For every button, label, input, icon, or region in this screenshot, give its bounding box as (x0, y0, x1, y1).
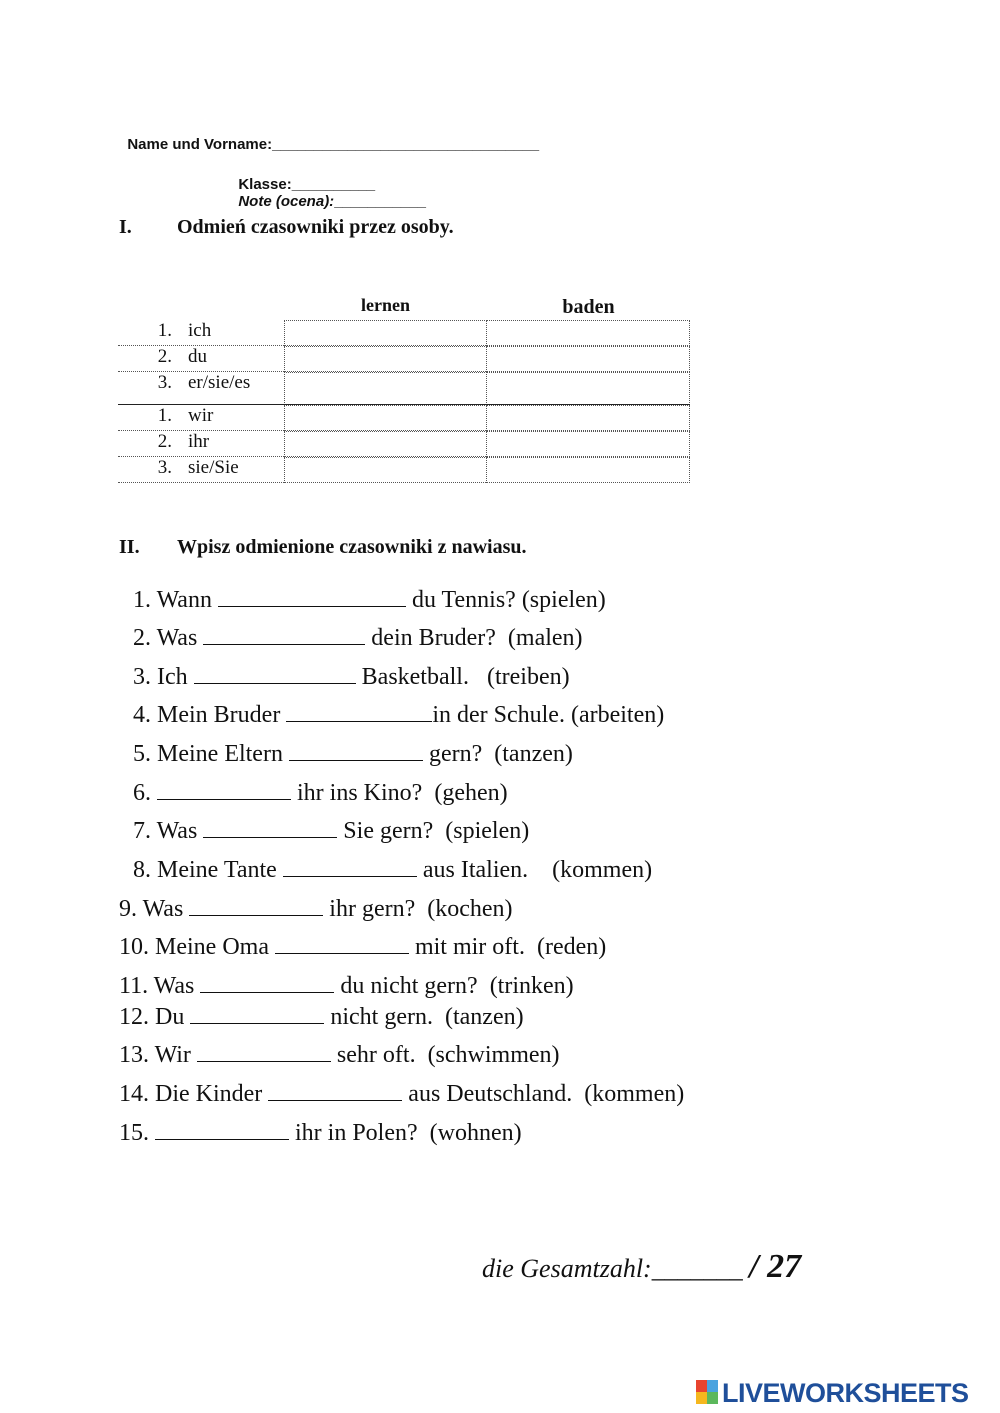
row-number: 3. (157, 457, 172, 478)
row-number: 1. (157, 320, 172, 341)
pronoun-label: sie/Sie (188, 457, 239, 478)
grade-line[interactable]: ___________ (334, 193, 426, 210)
answer-cell-baden[interactable] (487, 372, 690, 405)
section2-title (119, 536, 526, 559)
pronoun-label: du (188, 346, 207, 367)
table-row (118, 372, 690, 405)
exercise-item: 2. Was dein Bruder? (malen) (133, 625, 583, 651)
section1-number: I. (119, 216, 132, 238)
answer-blank[interactable] (268, 1080, 402, 1101)
answer-cell-baden[interactable] (487, 457, 690, 483)
exercise-item: 14. Die Kinder aus Deutschland. (kommen) (119, 1081, 685, 1107)
pronoun-label: ihr (188, 431, 210, 452)
section2-number: II. (119, 536, 140, 558)
logo-square (707, 1392, 718, 1404)
pronoun-label: wir (188, 405, 214, 426)
pronoun-label: ich (188, 320, 212, 341)
logo-icon (696, 1380, 718, 1404)
answer-cell-lernen[interactable] (284, 405, 487, 431)
row-number: 2. (157, 431, 172, 452)
answer-blank[interactable] (289, 740, 423, 761)
exercise-item: 3. Ich Basketball. (treiben) (133, 664, 570, 690)
table-row (118, 431, 690, 457)
exercise-item: 4. Mein Bruder in der Schule. (arbeiten) (133, 702, 665, 728)
answer-blank[interactable] (190, 1003, 324, 1024)
logo-square (707, 1380, 718, 1392)
answer-cell-lernen[interactable] (284, 320, 487, 346)
pronoun-label: er/sie/es (188, 372, 251, 393)
column-header-lernen: lernen (361, 295, 410, 315)
answer-blank[interactable] (203, 624, 365, 645)
liveworksheets-logo (696, 1378, 992, 1408)
row-number: 3. (157, 372, 172, 393)
total-line[interactable]: _______ (651, 1254, 743, 1283)
column-header-baden: baden (562, 296, 615, 318)
exercise-item: 6. ihr ins Kino? (gehen) (133, 780, 508, 806)
answer-cell-baden[interactable] (487, 431, 690, 457)
answer-blank[interactable] (283, 856, 417, 877)
table-row (118, 457, 690, 483)
name-field-row (119, 119, 539, 153)
answer-blank[interactable] (197, 1041, 331, 1062)
answer-cell-baden[interactable] (487, 405, 690, 431)
class-grade-row (230, 159, 426, 210)
class-label: Klasse: (238, 176, 292, 193)
answer-blank[interactable] (200, 972, 334, 993)
row-number: 2. (157, 346, 172, 367)
exercise-item: 12. Du nicht gern. (tanzen) (119, 1004, 524, 1030)
answer-blank[interactable] (194, 663, 356, 684)
exercise-item: 1. Wann du Tennis? (spielen) (133, 587, 606, 613)
exercise-item: 11. Was du nicht gern? (trinken) (119, 973, 574, 999)
exercise-item: 5. Meine Eltern gern? (tanzen) (133, 741, 573, 767)
answer-cell-baden[interactable] (487, 346, 690, 372)
total-label: die Gesamtzahl: (482, 1254, 652, 1283)
answer-blank[interactable] (275, 933, 409, 954)
logo-square (696, 1392, 707, 1404)
section1-instruction: Odmień czasowniki przez osoby. (177, 216, 454, 238)
name-line[interactable]: ________________________________ (272, 136, 540, 153)
class-line[interactable]: __________ (291, 176, 376, 193)
row-number: 1. (157, 405, 172, 426)
answer-blank[interactable] (155, 1119, 289, 1140)
name-label: Name und Vorname: (127, 136, 273, 153)
logo-square (696, 1380, 707, 1392)
exercise-item: 13. Wir sehr oft. (schwimmen) (119, 1042, 560, 1068)
exercise-item: 9. Was ihr gern? (kochen) (119, 896, 513, 922)
answer-blank[interactable] (203, 817, 337, 838)
exercise-item: 8. Meine Tante aus Italien. (kommen) (133, 857, 653, 883)
answer-blank[interactable] (286, 701, 432, 722)
section2-instruction: Wpisz odmienione czasowniki z nawiasu. (177, 536, 527, 558)
answer-cell-lernen[interactable] (284, 431, 487, 457)
answer-blank[interactable] (218, 586, 406, 607)
table-row (118, 405, 690, 431)
answer-cell-lernen[interactable] (284, 346, 487, 372)
brand-text: LIVEWORKSHEETS (722, 1378, 969, 1408)
total-score-row (482, 1248, 801, 1286)
max-score: / 27 (749, 1248, 802, 1285)
answer-cell-lernen[interactable] (284, 457, 487, 483)
exercise-item: 10. Meine Oma mit mir oft. (reden) (119, 934, 607, 960)
table-row (118, 320, 690, 346)
grade-label: Note (ocena): (238, 193, 335, 210)
table-row (118, 346, 690, 372)
exercise-item: 15. ihr in Polen? (wohnen) (119, 1120, 522, 1146)
exercise-item: 7. Was Sie gern? (spielen) (133, 818, 530, 844)
section1-title (119, 216, 454, 239)
answer-blank[interactable] (157, 779, 291, 800)
answer-blank[interactable] (189, 895, 323, 916)
answer-cell-baden[interactable] (487, 320, 690, 346)
answer-cell-lernen[interactable] (284, 372, 487, 405)
